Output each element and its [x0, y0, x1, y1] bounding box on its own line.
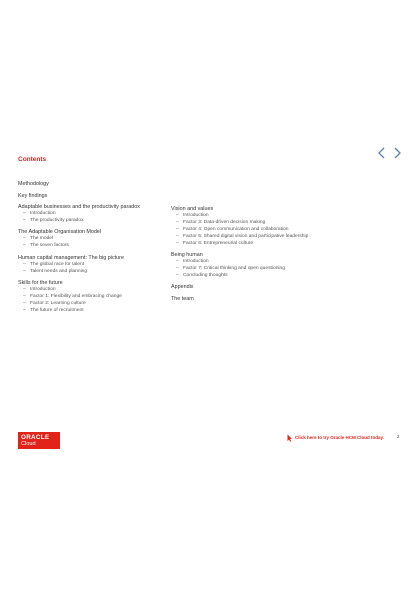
try-oracle-hcm-link[interactable]: [287, 433, 384, 442]
toc-section-being-human[interactable]: Being human: [171, 252, 203, 259]
toc-section-methodology[interactable]: Methodology: [18, 181, 49, 187]
toc-section-vision-and-values[interactable]: Vision and values: [171, 206, 214, 212]
toc-subitem[interactable]: – Factor 4: Open communication and collaboration: [176, 226, 289, 232]
oracle-cloud-logo: [18, 432, 60, 449]
toc-section-skills-for-the-future[interactable]: Skills for the future: [18, 279, 63, 286]
chevron-left-icon: [377, 147, 387, 159]
previous-page-button[interactable]: [377, 147, 387, 159]
toc-right-column: [171, 206, 331, 303]
toc-section-human-capital-management[interactable]: Human capital management: The big picture: [18, 254, 124, 261]
toc-left-column: [18, 181, 168, 315]
toc-subitem[interactable]: – Factor 2: Learning culture: [23, 300, 86, 306]
toc-subitem[interactable]: – Talent needs and planning: [23, 268, 88, 274]
toc-subitem[interactable]: – Factor 1: Flexibility and embracing change: [23, 293, 122, 299]
toc-subitem[interactable]: – The productivity paradox: [23, 217, 84, 223]
toc-subitem[interactable]: – The global race for talent: [23, 261, 85, 267]
cta-label: Click here to try Oracle HCM Cloud today.: [295, 435, 384, 440]
toc-subitem[interactable]: – The seven factors: [23, 243, 69, 249]
toc-subitem[interactable]: – Introduction: [23, 211, 56, 216]
toc-subitem[interactable]: – Factor 5: Shared digital vision and participative leadership: [176, 233, 309, 239]
toc-subitem[interactable]: – Introduction: [176, 213, 209, 218]
toc-subitem[interactable]: – The future of recruitment: [23, 307, 84, 313]
toc-subitem[interactable]: – Concluding thoughts: [176, 272, 228, 278]
page-number: 2: [397, 434, 400, 439]
toc-subitem[interactable]: – Factor 7: Critical thinking and open questioning: [176, 265, 285, 271]
toc-subitem[interactable]: – The model: [23, 236, 54, 242]
toc-section-the-team[interactable]: The team: [171, 295, 194, 302]
toc-subitem[interactable]: – Introduction: [23, 286, 56, 292]
toc-section-key-findings[interactable]: Key findings: [18, 192, 48, 199]
toc-subitem[interactable]: – Factor 3: Data-driven decision making: [176, 219, 266, 225]
toc-section-adaptable-organisation-model[interactable]: The Adaptable Organisation Model: [18, 229, 102, 236]
cursor-arrow-icon: [287, 434, 292, 442]
toc-subitem[interactable]: – Introduction: [176, 259, 209, 265]
toc-section-adaptable-businesses[interactable]: Adaptable businesses and the productivity paradox: [18, 204, 140, 210]
logo-subtitle: Cloud: [21, 441, 36, 447]
toc-subitem[interactable]: – Factor 6: Entrepreneurial culture: [176, 240, 254, 246]
toc-section-appendix[interactable]: Appendix: [171, 284, 194, 291]
chevron-right-icon: [392, 147, 402, 159]
logo-wordmark: ORACLE: [21, 433, 50, 441]
next-page-button[interactable]: [392, 147, 402, 159]
contents-heading: Contents: [18, 156, 47, 163]
